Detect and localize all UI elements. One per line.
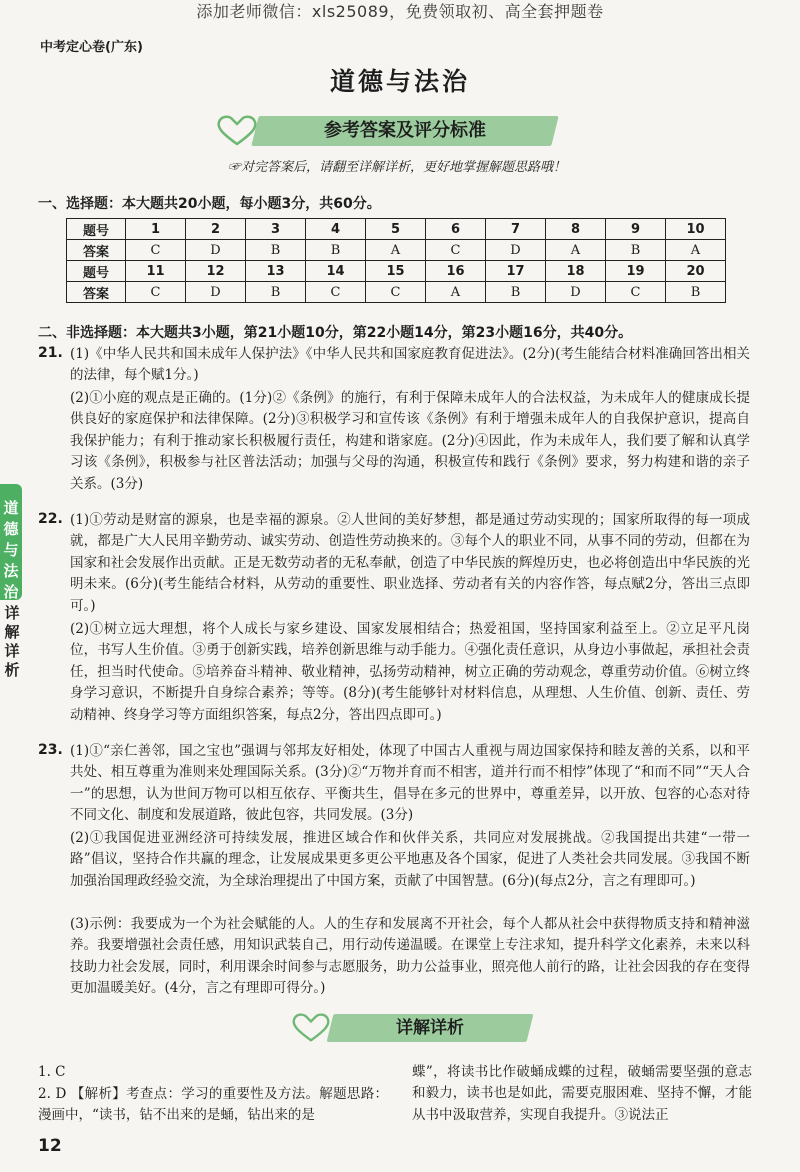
q22-part1: (1)①劳动是财富的源泉，也是幸福的源泉。②人世间的美好梦想，都是通过劳动实现的；国家所取得的每一项成就，都是广大人民用辛勤劳动、诚实劳动、创造性劳动换来的。③每个人的职业不同，从事不同的劳动，但都在为国家和社会发展作出贡献。正是无数劳动者的无私奉献，创造了中华民族的辉煌历史，也必将创造出中华民族的光明未来。(6分)(考生能结合材料，从劳动的重要性、职业选择、劳动者有关的内容作答，每点赋2分，答出三点即可。) bbox=[70, 512, 750, 614]
table-cell: B bbox=[306, 240, 366, 261]
table-cell: C bbox=[366, 282, 426, 303]
tip-note-text: 对完答案后，请翻至详解详析，更好地掌握解题思路哦！ bbox=[241, 160, 567, 175]
table-cell: 20 bbox=[666, 261, 726, 282]
pointer-icon: ☞ bbox=[228, 160, 242, 175]
row-label: 答案 bbox=[67, 240, 126, 261]
side-tab-label: 道 德 与 法 治 bbox=[3, 499, 19, 601]
table-cell: 18 bbox=[546, 261, 606, 282]
side-tab-section: 详 解 详 析 bbox=[4, 604, 20, 679]
table-cell: D bbox=[546, 282, 606, 303]
table-cell: A bbox=[546, 240, 606, 261]
question-number-21: 21. bbox=[38, 345, 63, 361]
table-cell: 13 bbox=[246, 261, 306, 282]
side-tab-subject bbox=[0, 484, 22, 600]
table-cell: 19 bbox=[606, 261, 666, 282]
table-cell: C bbox=[306, 282, 366, 303]
q23-part3: (3)示例：我要成为一个为社会赋能的人。人的生存和发展离不开社会，每个人都从社会中获得物质支持和精神滋养。我要增强社会责任感，用知识武装自己，用行动传递温暖。在课堂上专注求知，提升科学文化素养，未来以科技助力社会发展，同时，利用课余时间参与志愿服务，助力公益事业，照亮他人前行的路，让社会因我的存在变得更加温暖美好。(4分，言之有理即可得分。) bbox=[70, 916, 750, 997]
table-cell: B bbox=[246, 240, 306, 261]
table-cell: C bbox=[606, 282, 666, 303]
table-cell: C bbox=[426, 240, 486, 261]
table-cell: D bbox=[186, 282, 246, 303]
table-cell: 16 bbox=[426, 261, 486, 282]
page-title: 道德与法治 bbox=[329, 67, 470, 96]
table-cell: 12 bbox=[186, 261, 246, 282]
table-cell: 6 bbox=[426, 219, 486, 240]
table-cell: 15 bbox=[366, 261, 426, 282]
table-cell: 14 bbox=[306, 261, 366, 282]
tip-note bbox=[228, 156, 566, 175]
table-cell: 10 bbox=[666, 219, 726, 240]
question-number-23: 23. bbox=[38, 742, 63, 758]
table-cell: 7 bbox=[486, 219, 546, 240]
section2-heading: 二、非选择题：本大题共3小题，第21小题10分，第22小题14分，第23小题16分，共40分。 bbox=[38, 325, 633, 341]
table-cell: 11 bbox=[126, 261, 186, 282]
detail-heading-ribbon bbox=[290, 1010, 530, 1046]
table-cell: 17 bbox=[486, 261, 546, 282]
series-tag: 中考定心卷(广东) bbox=[40, 40, 143, 55]
table-cell: 1 bbox=[126, 219, 186, 240]
detail-right-column: 蝶”，将读书比作破蛹成蝶的过程，破蛹需要坚强的意志和毅力，读书也是如此，需要克服困难、坚持不懈，才能从书中汲取营养，实现自我提升。③说法正 bbox=[412, 1064, 752, 1123]
answer-heading-ribbon bbox=[215, 112, 555, 150]
answer-heading: 参考答案及评分标准 bbox=[324, 120, 486, 141]
detail-answer-2: 2. D 【解析】考查点：学习的重要性及方法。解题思路：漫画中，“读书，钻不出来的是蛹，钻出来的是 bbox=[38, 1086, 388, 1124]
q22-part2: (2)①树立远大理想，将个人成长与家乡建设、国家发展相结合；热爱祖国，坚持国家利益至上。②立足平凡岗位，书写人生价值。③勇于创新实践，培养创新思维与动手能力。④强化责任意识，从身边小事做起，承担社会责任，担当时代使命。⑤培养奋斗精神、敬业精神，弘扬劳动精神，树立正确的劳动观念，尊重劳动价值。⑥树立终身学习意识，不断提升自身综合素养；等等。(8分)(考生能够针对材料信息，从理想、人生价值、创新、责任、劳动精神、终身学习等方面组织答案，每点2分，答出四点即可。) bbox=[70, 621, 750, 723]
heart-icon bbox=[290, 1012, 332, 1044]
answer-table bbox=[66, 218, 726, 303]
table-cell: 9 bbox=[606, 219, 666, 240]
row-label: 题号 bbox=[67, 219, 126, 240]
table-cell: D bbox=[486, 240, 546, 261]
table-cell: 8 bbox=[546, 219, 606, 240]
table-row bbox=[67, 219, 726, 240]
table-cell: C bbox=[126, 282, 186, 303]
table-row bbox=[67, 261, 726, 282]
q23-part2: (2)①我国促进亚洲经济可持续发展，推进区域合作和伙伴关系，共同应对发展挑战。②我国提出共建“一带一路”倡议，坚持合作共赢的理念，让发展成果更多更公平地惠及各个国家，促进了人类社会共同发展。③我国不断加强治国理政经验交流，为全球治理提出了中国方案，贡献了中国智慧。(6分)(每点2分，言之有理即可。) bbox=[70, 830, 750, 889]
table-cell: 2 bbox=[186, 219, 246, 240]
promo-banner: 添加老师微信：xls25089，免费领取初、高全套押题卷 bbox=[196, 2, 604, 21]
table-cell: 3 bbox=[246, 219, 306, 240]
table-row bbox=[67, 282, 726, 303]
row-label: 题号 bbox=[67, 261, 126, 282]
table-cell: A bbox=[426, 282, 486, 303]
table-cell: D bbox=[186, 240, 246, 261]
table-cell: B bbox=[246, 282, 306, 303]
table-cell: B bbox=[606, 240, 666, 261]
table-cell: A bbox=[366, 240, 426, 261]
q21-part2: (2)①小庭的观点是正确的。(1分)②《条例》的施行，有利于保障未成年人的合法权益，为未成年人的健康成长提供良好的家庭保护和法律保障。(2分)③积极学习和宣传该《条例》有利于增强未成年人的自我保护意识，提高自我保护能力；有利于推动家长积极履行责任，构建和谐家庭。(2分)④因此，作为未成年人，我们要了解和认真学习该《条例》，积极参与社区普法活动；加强与父母的沟通，积极宣传和践行《条例》要求，努力构建和谐的亲子关系。(3分) bbox=[70, 390, 750, 492]
question-number-22: 22. bbox=[38, 511, 63, 527]
q21-part1: (1)《中华人民共和国未成年人保护法》《中华人民共和国家庭教育促进法》。(2分)(考生能结合材料准确回答出相关的法律，每个赋1分。) bbox=[70, 346, 750, 384]
detail-answer-1: 1. C bbox=[38, 1064, 66, 1080]
table-cell: A bbox=[666, 240, 726, 261]
table-cell: B bbox=[486, 282, 546, 303]
detail-heading: 详解详析 bbox=[396, 1018, 464, 1038]
table-cell: B bbox=[666, 282, 726, 303]
table-cell: 4 bbox=[306, 219, 366, 240]
table-row bbox=[67, 240, 726, 261]
q23-part1: (1)①“亲仁善邻，国之宝也”强调与邻邦友好相处，体现了中国古人重视与周边国家保持和睦友善的关系，以和平共处、相互尊重为准则来处理国际关系。(3分)②“万物并育而不相害，道并行而不相悖”体现了“和而不同”“天人合一”的思想，认为世间万物可以相互依存、平衡共生，倡导在多元的世界中，尊重差异，以开放、包容的心态对待不同文化、制度和发展道路，彼此包容，共同发展。(3分) bbox=[70, 743, 750, 824]
row-label: 答案 bbox=[67, 282, 126, 303]
table-cell: C bbox=[126, 240, 186, 261]
table-cell: 5 bbox=[366, 219, 426, 240]
section1-heading: 一、选择题：本大题共20小题，每小题3分，共60分。 bbox=[38, 196, 381, 212]
page-number: 12 bbox=[38, 1136, 62, 1156]
